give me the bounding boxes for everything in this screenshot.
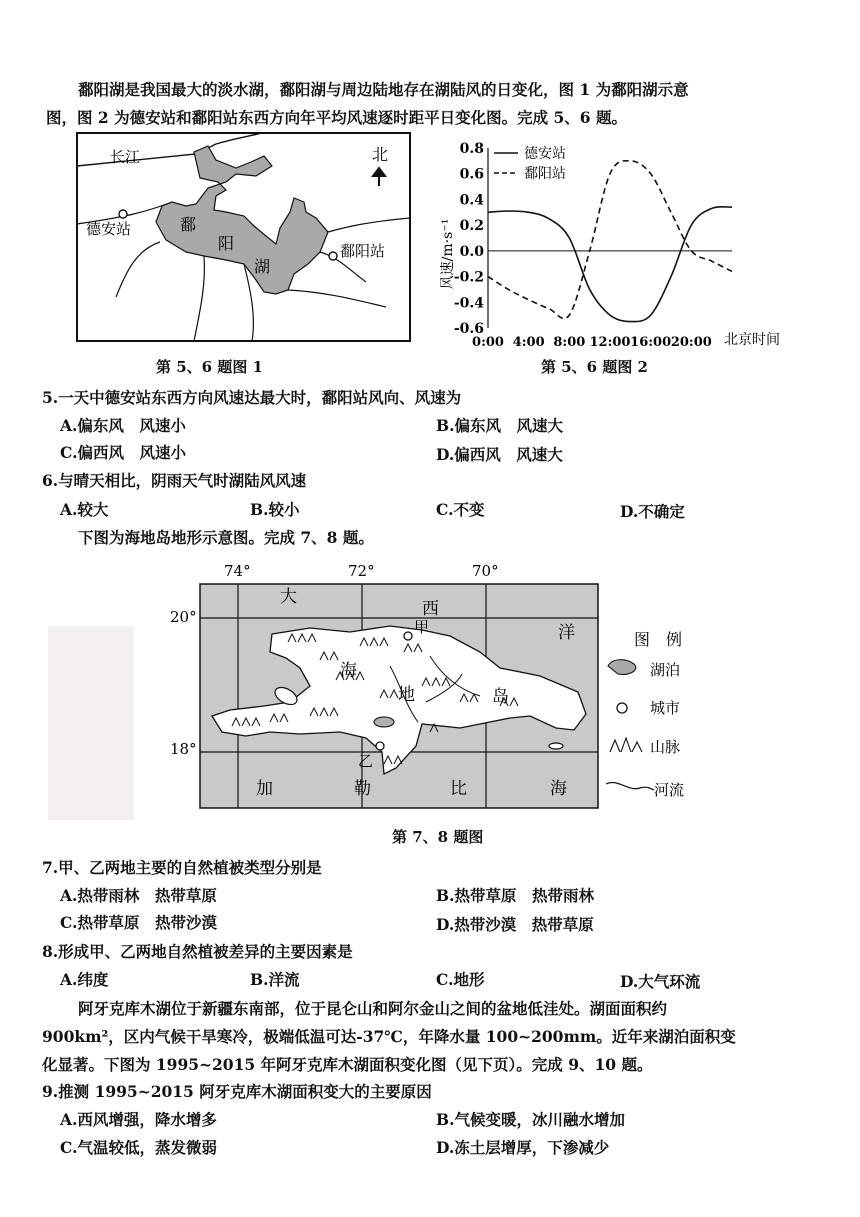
chart-x-tick-label: 0:00 bbox=[472, 335, 504, 350]
city-yi-label: 乙 bbox=[358, 752, 374, 770]
q9-option-b[interactable]: B.气候变暖，冰川融水增加 bbox=[436, 1110, 625, 1129]
lon-70: 70° bbox=[472, 562, 499, 580]
chart-y-tick-label: 0.4 bbox=[459, 192, 484, 209]
city-jia-label: 甲 bbox=[414, 618, 430, 636]
intro-line-1: 鄱阳湖是我国最大的淡水湖，鄱阳湖与周边陆地存在湖陆风的日变化，图 1 为鄱阳湖示意 bbox=[78, 80, 689, 99]
chart-ylabel: 风速/m·s⁻¹ bbox=[440, 218, 456, 290]
legend-poyang: 鄱阳站 bbox=[524, 166, 566, 182]
chart-y-tick-label: 0.6 bbox=[459, 166, 484, 183]
chart-x-tick-label: 20:00 bbox=[670, 335, 712, 350]
wind-speed-chart bbox=[430, 136, 800, 352]
q8-option-a[interactable]: A.纬度 bbox=[60, 970, 109, 989]
legend-dean: 德安站 bbox=[524, 146, 566, 162]
sea-atlantic-2: 西 bbox=[422, 599, 439, 619]
poyang-lake-map bbox=[76, 132, 411, 342]
island-label-1: 海 bbox=[340, 661, 357, 681]
q6-option-a[interactable]: A.较大 bbox=[60, 500, 109, 519]
legend-river-icon bbox=[606, 782, 654, 790]
legend-title: 图 例 bbox=[634, 630, 683, 649]
chart-x-tick-label: 12:00 bbox=[589, 335, 631, 350]
q9-option-d[interactable]: D.冻土层增厚，下渗减少 bbox=[436, 1138, 610, 1157]
intro-3-line-1: 阿牙克库木湖位于新疆东南部，位于昆仑山和阿尔金山之间的盆地低洼处。湖面面积约 bbox=[78, 999, 668, 1018]
poyang-station-marker bbox=[329, 252, 337, 260]
label-poyang-station: 鄱阳站 bbox=[340, 242, 386, 260]
lat-18: 18° bbox=[170, 740, 197, 758]
chart-y-tick-label: 0.2 bbox=[459, 218, 484, 235]
sea-atlantic-1: 大 bbox=[280, 587, 297, 607]
series-line-dean bbox=[488, 207, 732, 322]
chart-x-tick-label: 16:00 bbox=[630, 335, 672, 350]
label-yangtze: 长江 bbox=[110, 148, 141, 166]
lake-marker bbox=[374, 717, 394, 727]
sea-caribbean-2: 勒 bbox=[354, 779, 371, 799]
chart-y-tick-label: -0.4 bbox=[453, 295, 484, 312]
hispaniola-map bbox=[160, 556, 700, 826]
sea-caribbean-1: 加 bbox=[256, 779, 273, 799]
sea-caribbean-3: 比 bbox=[450, 779, 467, 799]
q9-option-c[interactable]: C.气温较低，蒸发微弱 bbox=[60, 1138, 217, 1157]
series-line-poyang bbox=[488, 161, 732, 319]
legend-mountain: 山脉 bbox=[650, 738, 681, 756]
sea-atlantic-3: 洋 bbox=[558, 623, 575, 643]
island-label-3: 岛 bbox=[492, 687, 509, 707]
q6-stem: 6.与晴天相比，阴雨天气时湖陆风风速 bbox=[42, 471, 307, 490]
q7-option-d[interactable]: D.热带沙漠 热带草原 bbox=[436, 915, 594, 934]
q6-option-b[interactable]: B.较小 bbox=[250, 500, 300, 519]
q5-option-c[interactable]: C.偏西风 风速小 bbox=[60, 443, 186, 462]
q7-option-b[interactable]: B.热带草原 热带雨林 bbox=[436, 886, 594, 905]
q5-option-b[interactable]: B.偏东风 风速大 bbox=[436, 416, 563, 435]
q9-stem: 9.推测 1995~2015 阿牙克库木湖面积变大的主要原因 bbox=[42, 1082, 432, 1101]
chart-x-tick-label: 8:00 bbox=[553, 335, 586, 350]
chart-x-tick-label: 4:00 bbox=[512, 335, 545, 350]
chart-y-tick-label: 0.8 bbox=[459, 141, 484, 157]
intro-line-2: 图，图 2 为德安站和鄱阳站东西方向年平均风速逐时距平日变化图。完成 5、6 题。 bbox=[46, 108, 627, 127]
q9-option-a[interactable]: A.西风增强，降水增多 bbox=[60, 1110, 217, 1129]
q5-option-d[interactable]: D.偏西风 风速大 bbox=[436, 445, 563, 464]
lat-20: 20° bbox=[170, 608, 197, 626]
chart-y-tick-label: -0.2 bbox=[453, 269, 484, 286]
intro-3-line-2: 900km²，区内气候干旱寒冷，极端低温可达-37℃，年降水量 100~200mm。近年来湖泊面积变 bbox=[42, 1027, 736, 1046]
legend-river: 河流 bbox=[654, 781, 685, 799]
label-lake-2: 阳 bbox=[218, 234, 235, 253]
chart-xlabel: 北京时间 bbox=[724, 332, 780, 348]
figure-3-caption: 第 7、8 题图 bbox=[392, 828, 484, 846]
page-smudge bbox=[48, 626, 134, 820]
sea-caribbean-4: 海 bbox=[550, 779, 567, 799]
q5-stem: 5.一天中德安站东西方向风速达最大时，鄱阳站风向、风速为 bbox=[42, 388, 462, 407]
chart-y-tick-label: -0.6 bbox=[453, 321, 484, 337]
label-lake-3: 湖 bbox=[254, 257, 271, 276]
figure-1-caption: 第 5、6 题图 1 bbox=[156, 358, 263, 376]
city-jia-marker bbox=[404, 632, 412, 640]
chart-y-tick-label: 0.0 bbox=[459, 243, 484, 260]
q5-option-a[interactable]: A.偏东风 风速小 bbox=[60, 416, 186, 435]
q7-stem: 7.甲、乙两地主要的自然植被类型分别是 bbox=[42, 858, 322, 877]
legend-lake: 湖泊 bbox=[650, 661, 681, 679]
label-lake-1: 鄱 bbox=[180, 215, 197, 234]
city-yi-marker bbox=[376, 742, 384, 750]
dean-station-marker bbox=[119, 210, 127, 218]
q8-option-c[interactable]: C.地形 bbox=[436, 970, 485, 989]
label-dean-station: 德安站 bbox=[86, 220, 132, 238]
lon-72: 72° bbox=[348, 562, 375, 580]
q6-option-d[interactable]: D.不确定 bbox=[620, 502, 685, 521]
legend-city: 城市 bbox=[650, 699, 681, 717]
lon-74: 74° bbox=[224, 562, 251, 580]
intro-2: 下图为海地岛地形示意图。完成 7、8 题。 bbox=[78, 528, 374, 547]
legend-city-icon bbox=[617, 703, 627, 713]
q8-stem: 8.形成甲、乙两地自然植被差异的主要因素是 bbox=[42, 942, 353, 961]
q8-option-d[interactable]: D.大气环流 bbox=[620, 972, 701, 991]
label-north: 北 bbox=[372, 145, 389, 164]
q8-option-b[interactable]: B.洋流 bbox=[250, 970, 300, 989]
intro-3-line-3: 化显著。下图为 1995~2015 年阿牙克库木湖面积变化图（见下页）。完成 9、10 题。 bbox=[42, 1055, 653, 1074]
island-label-2: 地 bbox=[398, 685, 415, 705]
figure-2-caption: 第 5、6 题图 2 bbox=[541, 358, 648, 376]
legend-mountain-icon bbox=[610, 738, 642, 752]
q7-option-a[interactable]: A.热带雨林 热带草原 bbox=[60, 886, 217, 905]
q6-option-c[interactable]: C.不变 bbox=[436, 500, 485, 519]
legend-lake-icon bbox=[608, 660, 636, 675]
q7-option-c[interactable]: C.热带草原 热带沙漠 bbox=[60, 913, 217, 932]
